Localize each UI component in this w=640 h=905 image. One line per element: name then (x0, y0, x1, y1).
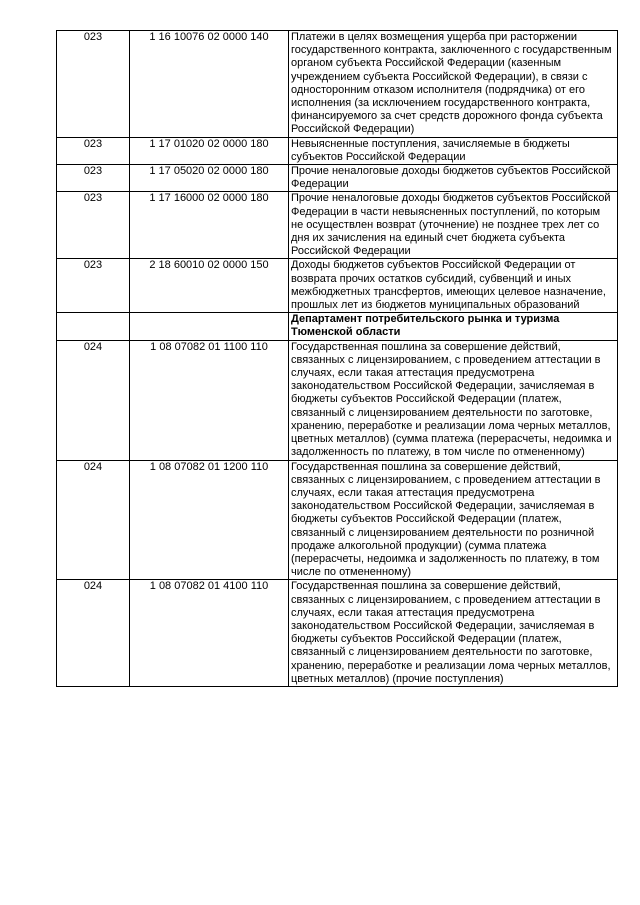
admin-code-cell: 023 (57, 137, 130, 164)
revenue-name-cell: Государственная пошлина за совершение действий, связанных с лицензированием, с проведением аттестации в случаях, если такая аттестация предусмотрена законодательством Российской Федерации, зачисляемая в бюджеты субъектов Российской Федерации (платеж, связанный с лицензированием деятельности по заготовке, хранению, переработке и реализации лома черных металлов, цветных металлов) (сумма платежа (перерасчеты, недоимка и задолженность по платежу, в том числе по отмененному) (289, 340, 618, 460)
section-header-row (57, 313, 618, 340)
admin-code-cell: 023 (57, 165, 130, 192)
table-row (57, 192, 618, 259)
admin-code-cell: 023 (57, 192, 130, 259)
section-admin-cell (57, 313, 130, 340)
table-row (57, 259, 618, 313)
table-row (57, 31, 618, 138)
admin-code-cell: 023 (57, 31, 130, 138)
budget-code-cell: 1 17 05020 02 0000 180 (130, 165, 289, 192)
table-row (57, 165, 618, 192)
admin-code-cell: 024 (57, 340, 130, 460)
revenue-name-cell: Невыясненные поступления, зачисляемые в бюджеты субъектов Российской Федерации (289, 137, 618, 164)
revenue-name-cell: Прочие неналоговые доходы бюджетов субъектов Российской Федерации в части невыясненных поступлений, по которым не осуществлен возврат (уточнение) не позднее трех лет со дня их зачисления на единый счет бюджета субъекта Российской Федерации (289, 192, 618, 259)
budget-code-cell: 2 18 60010 02 0000 150 (130, 259, 289, 313)
section-title: Департамент потребительского рынка и туризма Тюменской области (289, 313, 618, 340)
budget-code-cell: 1 08 07082 01 1200 110 (130, 460, 289, 580)
revenue-codes-table (56, 30, 618, 687)
admin-code-cell: 024 (57, 460, 130, 580)
table-row (57, 460, 618, 580)
table-row (57, 137, 618, 164)
budget-code-cell: 1 08 07082 01 4100 110 (130, 580, 289, 687)
budget-code-cell: 1 17 01020 02 0000 180 (130, 137, 289, 164)
section-code-cell (130, 313, 289, 340)
table-row (57, 580, 618, 687)
revenue-name-cell: Доходы бюджетов субъектов Российской Федерации от возврата прочих остатков субсидий, субвенций и иных межбюджетных трансфертов, имеющих целевое назначение, прошлых лет из бюджетов муниципальных образований (289, 259, 618, 313)
budget-code-cell: 1 16 10076 02 0000 140 (130, 31, 289, 138)
revenue-name-cell: Платежи в целях возмещения ущерба при расторжении государственного контракта, заключенного с государственным органом субъекта Российской Федерации (казенным учреждением субъекта Российской Федерации), в связи с односторонним отказом исполнителя (подрядчика) от его исполнения (за исключением государственного контракта, финансируемого за счет средств дорожного фонда субъекта Российской Федерации) (289, 31, 618, 138)
budget-code-cell: 1 08 07082 01 1100 110 (130, 340, 289, 460)
revenue-name-cell: Прочие неналоговые доходы бюджетов субъектов Российской Федерации (289, 165, 618, 192)
table-row (57, 340, 618, 460)
budget-code-cell: 1 17 16000 02 0000 180 (130, 192, 289, 259)
admin-code-cell: 023 (57, 259, 130, 313)
revenue-name-cell: Государственная пошлина за совершение действий, связанных с лицензированием, с проведением аттестации в случаях, если такая аттестация предусмотрена законодательством Российской Федерации, зачисляемая в бюджеты субъектов Российской Федерации (платеж, связанный с лицензированием деятельности по заготовке, хранению, переработке и реализации лома черных металлов, цветных металлов) (прочие поступления) (289, 580, 618, 687)
admin-code-cell: 024 (57, 580, 130, 687)
revenue-name-cell: Государственная пошлина за совершение действий, связанных с лицензированием, с проведением аттестации в случаях, если такая аттестация предусмотрена законодательством Российской Федерации, зачисляемая в бюджеты субъектов Российской Федерации (платеж, связанный с лицензированием деятельности по розничной продаже алкогольной продукции) (сумма платежа (перерасчеты, недоимка и задолженность по платежу, в том числе по отмененному) (289, 460, 618, 580)
